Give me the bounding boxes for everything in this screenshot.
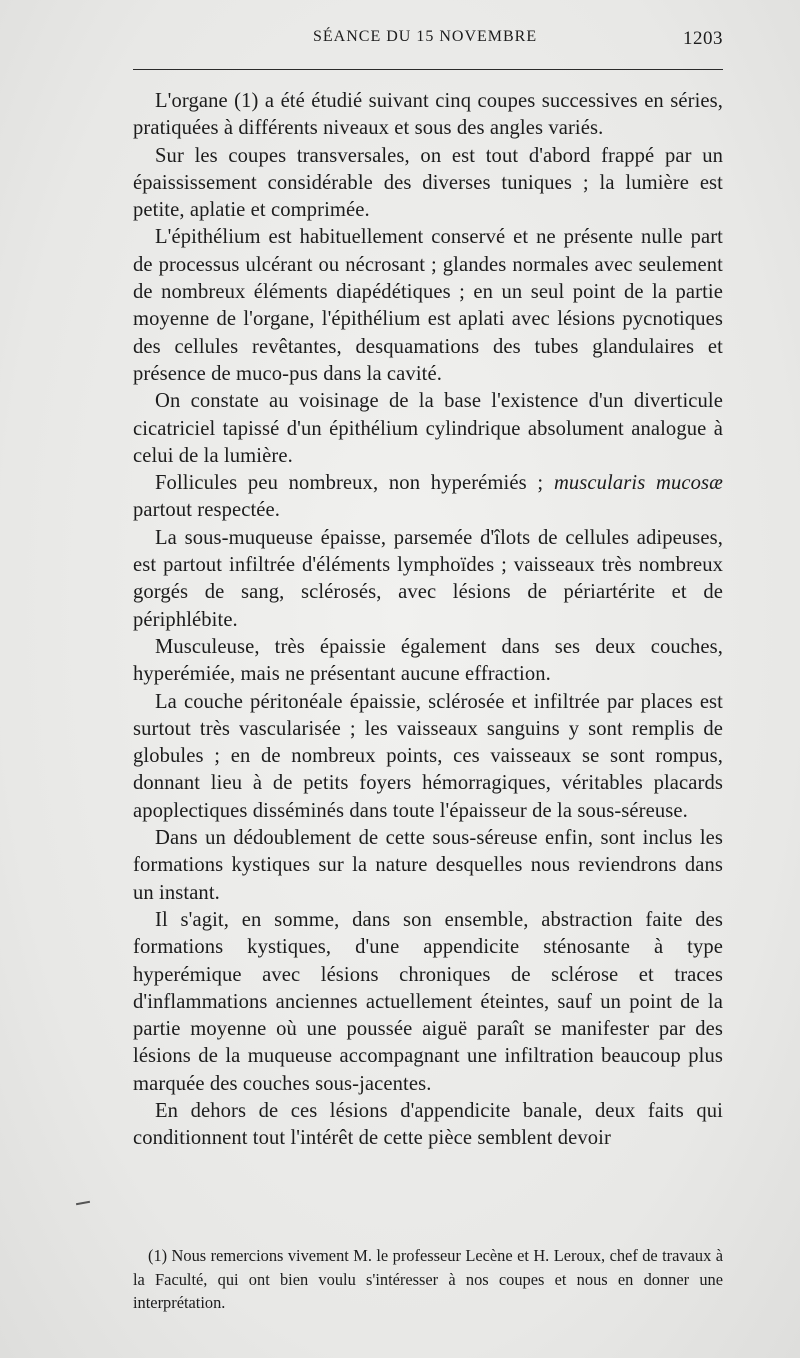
italic-term: muscularis mucosæ <box>553 472 723 495</box>
paragraph: La sous-muqueuse épaisse, parsemée d'îlots de cellules adipeuses, est partout infiltrée d'éléments lymphoïdes ; vaisseaux très nombreux gorgés de sang, sclérosés, avec lésions de périartérite et de périphlébite. <box>133 526 723 631</box>
footnote-text: (1) Nous remercions vivement M. le professeur Lecène et H. Leroux, chef de travaux à la Faculté, qui ont bien voulu s'intéresser à nos coupes et nous en donner une interprétation. <box>133 1246 723 1312</box>
paragraph: Dans un dédoublement de cette sous-séreuse enfin, sont inclus les formations kystiques sur la nature desquelles nous reviendrons dans un instant. <box>133 827 723 904</box>
paragraph: L'organe (1) a été étudié suivant cinq coupes successives en séries, pratiquées à différents niveaux et sous des angles variés. <box>133 90 723 140</box>
running-header <box>133 28 723 52</box>
paragraph: La couche péritonéale épaissie, sclérosée et infiltrée par places est surtout très vascularisée ; les vaisseaux sanguins y sont remplis de globules ; en de nombreux points, ces vaisseaux se sont rompus, donnant lieu à de petits foyers hémorragiques, véritables placards apoplectiques disséminés dans toute l'épaisseur de la sous-séreuse. <box>133 690 723 822</box>
paragraph: L'épithélium est habituellement conservé et ne présente nulle part de processus ulcérant ou nécrosant ; glandes normales avec seulement de nombreux éléments diapédétiques ; en un seul point de la partie moyenne de l'organe, l'épithélium est aplati avec lésions pycnotiques des cellules revêtantes, desquamations des tubes glandulaires et présence de muco-pus dans la cavité. <box>133 226 723 385</box>
paragraph-follicules <box>133 470 723 525</box>
body-text <box>133 88 723 1153</box>
header-rule <box>133 69 723 70</box>
paragraph: Musculeuse, très épaissie également dans ses deux couches, hyperémiée, mais ne présentant aucune effraction. <box>133 635 723 686</box>
footnote <box>133 1244 723 1315</box>
running-title: SÉANCE DU 15 NOVEMBRE <box>313 28 538 45</box>
paragraph: En dehors de ces lésions d'appendicite banale, deux faits qui conditionnent tout l'intérêt de cette pièce semblent devoir <box>133 1099 723 1150</box>
page-number: 1203 <box>683 28 723 49</box>
text-run: Follicules peu nombreux, non hyperémiés ; <box>155 472 554 495</box>
paragraph: On constate au voisinage de la base l'existence d'un diverticule cicatriciel tapissé d'un épithélium cylindrique absolument analogue à celui de la lumière. <box>133 390 723 467</box>
paragraph: Sur les coupes transversales, on est tout d'abord frappé par un épaississement considérable des diverses tuniques ; la lumière est petite, aplatie et comprimée. <box>133 144 723 222</box>
text-run: partout respectée. <box>133 499 281 522</box>
margin-mark <box>76 1201 90 1205</box>
paragraph: Il s'agit, en somme, dans son ensemble, abstraction faite des formations kystiques, d'une appendicite sténosante à type hyperémique avec lésions chroniques de sclérose et traces d'inflammations anciennes actuellement éteintes, sauf un point de la partie moyenne où une poussée aiguë paraît se manifester par des lésions de la muqueuse accompagnant une infiltration beaucoup plus marquée des couches sous-jacentes. <box>133 908 723 1095</box>
